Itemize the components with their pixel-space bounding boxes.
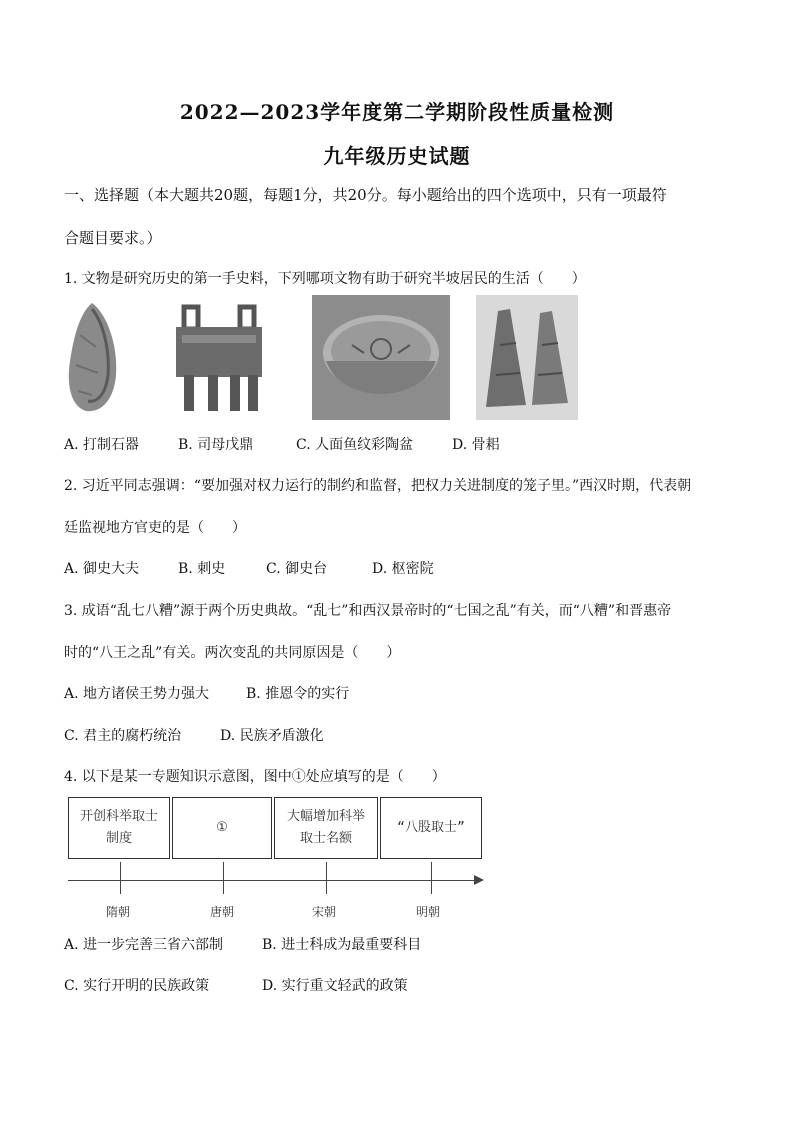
box-ming-line1: “八股取士” [397, 820, 465, 835]
box-sui-line2: 制度 [105, 831, 132, 846]
diagram-box-sui [68, 797, 170, 859]
question-3-stem-cont: 时的“八王之乱”有关。两次变乱的共同原因是（ ） [64, 645, 401, 661]
q3-option-b[interactable]: B. 推恩令的实行 [246, 686, 350, 702]
diagram-box-song [274, 797, 378, 859]
timeline-axis [68, 880, 476, 881]
q1-option-d[interactable]: D. 骨耜 [452, 437, 500, 453]
question-4-options-row1 [64, 934, 421, 954]
box-blank-marker: ① [216, 820, 228, 835]
diagram-box-blank [172, 797, 272, 859]
exam-title: 2022—2023学年度第二学期阶段性质量检测 [179, 100, 615, 124]
timeline-tick-tang [223, 862, 224, 894]
dynasty-label-sui: 隋朝 [106, 905, 131, 919]
box-song-line2: 取士名额 [299, 831, 352, 846]
q1-option-b[interactable]: B. 司母戊鼎 [178, 437, 254, 453]
q3-option-a[interactable]: A. 地方诸侯王势力强大 [64, 686, 210, 702]
question-3-options-row2 [64, 725, 324, 745]
dynasty-label-song: 宋朝 [312, 905, 337, 919]
question-1-stem: 1. 文物是研究历史的第一手史料，下列哪项文物有助于研究半坡居民的生活（ ） [64, 271, 586, 287]
timeline-arrow [474, 875, 484, 885]
simuwu-ding-image [168, 295, 270, 420]
question-2-stem-cont: 廷监视地方官吏的是（ ） [64, 520, 246, 536]
question-3-options-row1 [64, 683, 349, 703]
box-song-line1: 大幅增加科举 [286, 809, 365, 824]
timeline-tick-ming [431, 862, 432, 894]
question-2-options [64, 558, 434, 578]
q2-option-d[interactable]: D. 枢密院 [372, 561, 434, 577]
section-intro: 一、选择题（本大题共20题，每题1分，共20分。每小题给出的四个选项中，只有一项最符 [64, 186, 667, 204]
q4-option-d[interactable]: D. 实行重文轻武的政策 [262, 978, 408, 994]
timeline-tick-song [326, 862, 327, 894]
question-1-options [64, 434, 500, 454]
diagram-box-ming [380, 797, 482, 859]
q3-option-d[interactable]: D. 民族矛盾激化 [220, 728, 324, 744]
question-4-options-row2 [64, 975, 408, 995]
dynasty-label-ming: 明朝 [416, 905, 441, 919]
q2-option-b[interactable]: B. 刺史 [178, 561, 226, 577]
q4-option-b[interactable]: B. 进士科成为最重要科目 [262, 937, 422, 953]
dynasty-label-tang: 唐朝 [210, 905, 235, 919]
q1-option-c[interactable]: C. 人面鱼纹彩陶盆 [296, 437, 414, 453]
timeline-tick-sui [120, 862, 121, 894]
q4-option-c[interactable]: C. 实行开明的民族政策 [64, 978, 210, 994]
box-sui-line1: 开创科举取士 [79, 809, 158, 824]
section-intro-cont: 合题目要求。） [64, 229, 162, 247]
question-3-stem: 3. 成语“乱七八糟”源于两个历史典故。“乱七”和西汉景帝时的“七国之乱”有关，而“八糟”和晋惠帝 [64, 603, 672, 619]
q2-option-c[interactable]: C. 御史台 [266, 561, 328, 577]
painted-pottery-basin-image [312, 295, 450, 420]
q3-option-c[interactable]: C. 君主的腐朽统治 [64, 728, 182, 744]
exam-subtitle: 九年级历史试题 [323, 144, 471, 168]
q1-option-a[interactable]: A. 打制石器 [64, 437, 140, 453]
q2-option-a[interactable]: A. 御史大夫 [64, 561, 140, 577]
q4-option-a[interactable]: A. 进一步完善三省六部制 [64, 937, 224, 953]
chipped-stone-tool-image [62, 295, 124, 420]
bone-spade-image [476, 295, 578, 420]
question-4-stem: 4. 以下是某一专题知识示意图，图中①处应填写的是（ ） [64, 769, 446, 785]
question-2-stem: 2. 习近平同志强调：“要加强对权力运行的制约和监督，把权力关进制度的笼子里。”西汉时期，代表朝 [64, 478, 692, 494]
